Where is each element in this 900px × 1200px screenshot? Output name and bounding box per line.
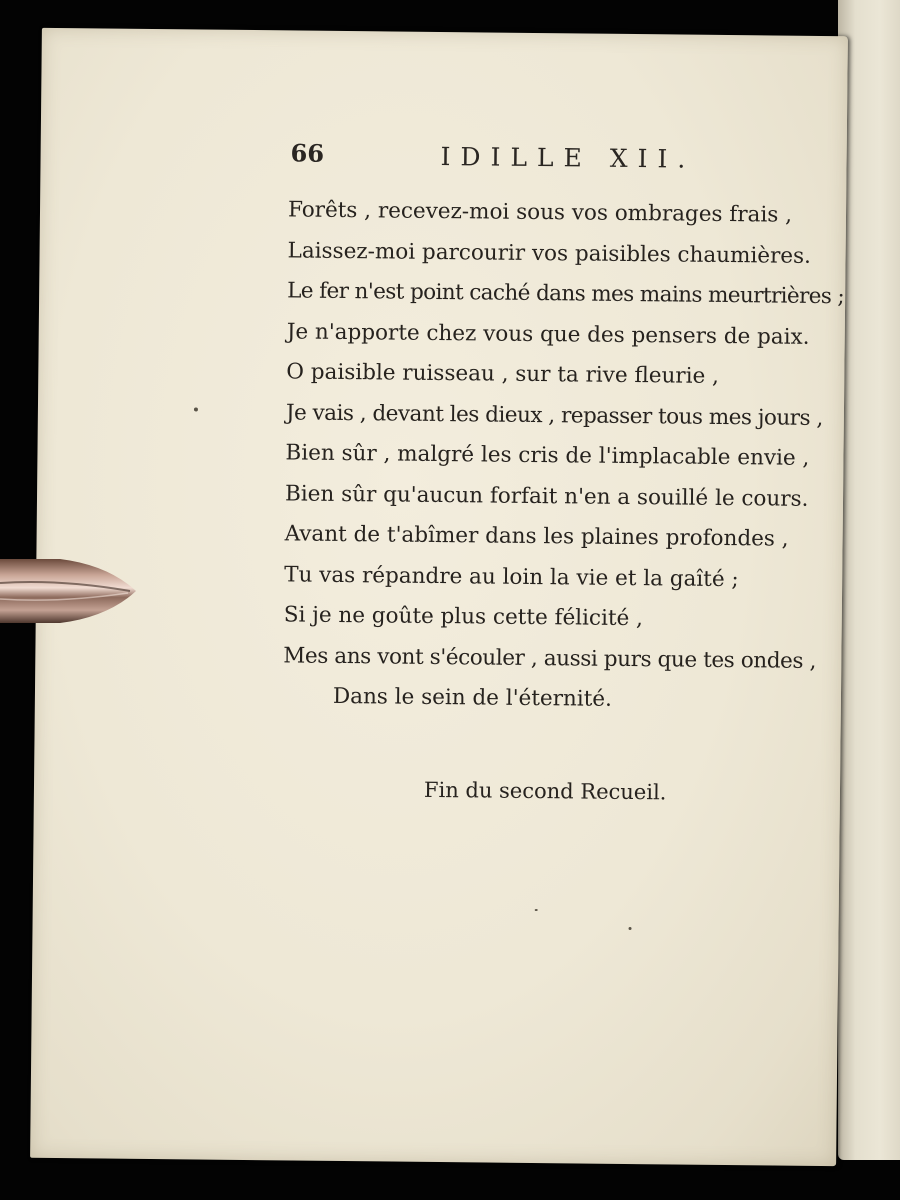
poem-line: Laissez-moi parcourir vos paisibles chaumières. xyxy=(287,237,812,269)
poem-line: Mes ans vont s'écouler , aussi purs que tes ondes , xyxy=(283,642,817,674)
poem-line: Je vais , devant les dieux , repasser tous mes jours , xyxy=(285,399,823,431)
paper-speck xyxy=(194,407,198,411)
metal-pointer-icon xyxy=(0,553,140,627)
page-number: 66 xyxy=(290,138,325,168)
poem-line: Forêts , recevez-moi sous vos ombrages frais , xyxy=(287,197,793,228)
paper-speck xyxy=(535,909,538,911)
poem-text xyxy=(283,190,848,722)
poem-line: Avant de t'abîmer dans les plaines profondes , xyxy=(284,521,789,552)
page-header xyxy=(290,138,730,183)
paper-speck xyxy=(629,927,632,930)
poem-line: Bien sûr qu'aucun forfait n'en a souillé le cours. xyxy=(284,480,809,512)
poem-line: Bien sûr , malgré les cris de l'implacable envie , xyxy=(285,440,810,471)
next-page-edge xyxy=(838,0,900,1160)
running-title: IDILLE XII. xyxy=(440,141,696,174)
poem-line: Je n'apporte chez vous que des pensers de paix. xyxy=(286,318,810,350)
poem-line: Le fer n'est point caché dans mes mains meurtrières ; xyxy=(287,278,845,310)
book-page xyxy=(30,28,848,1166)
colophon: Fin du second Recueil. xyxy=(423,777,667,805)
poem-line: Dans le sein de l'éternité. xyxy=(332,683,612,712)
poem-line: Si je ne goûte plus cette félicité , xyxy=(283,602,644,632)
poem-line: O paisible ruisseau , sur ta rive fleurie , xyxy=(286,359,720,389)
poem-line: Tu vas répandre au loin la vie et la gaîté ; xyxy=(284,561,739,592)
